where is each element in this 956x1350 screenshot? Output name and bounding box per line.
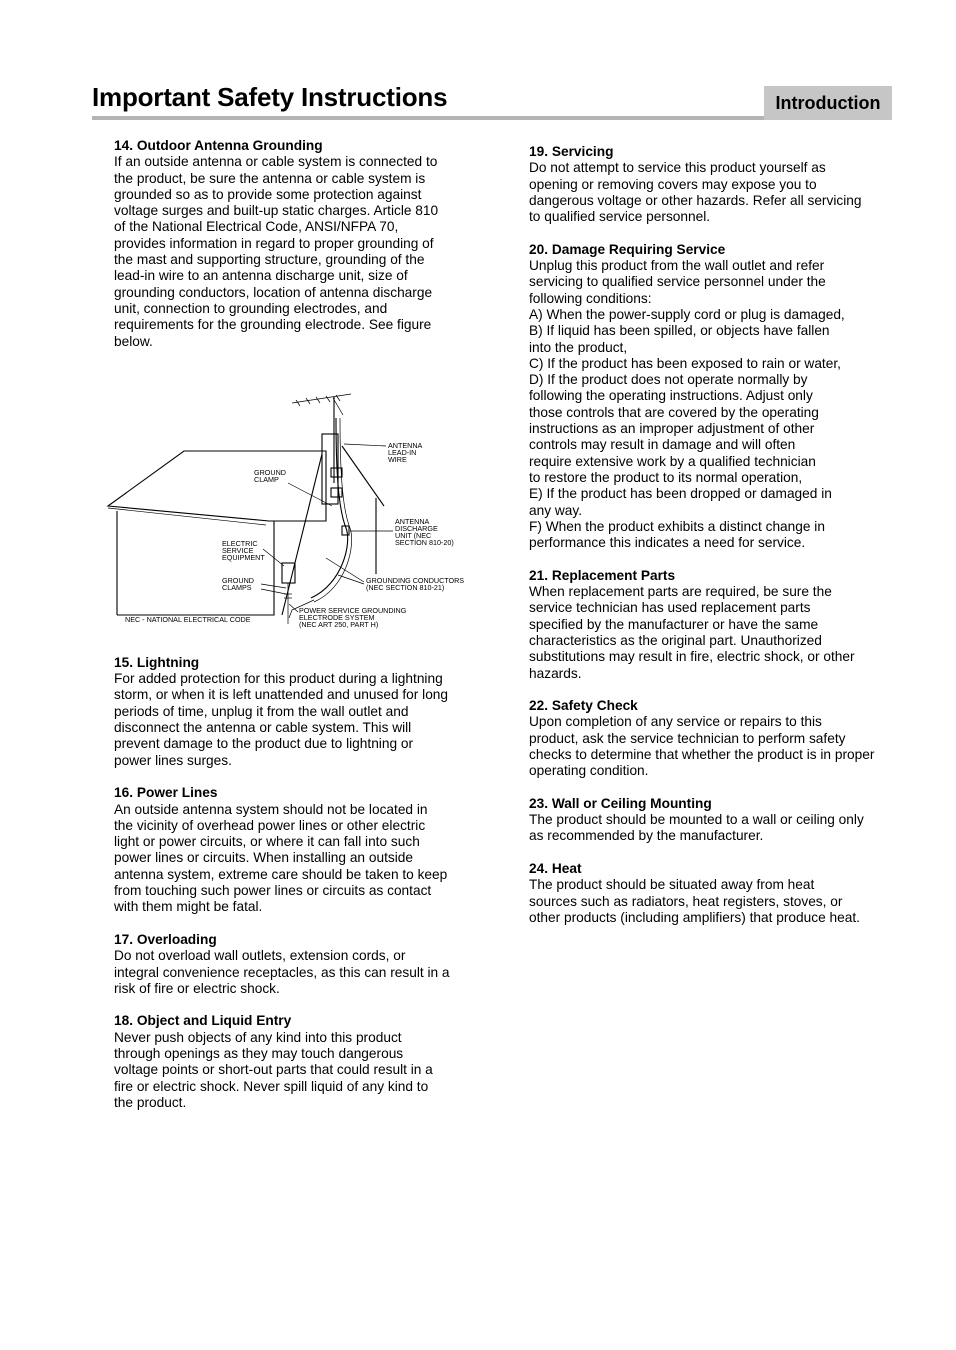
section	[114, 1013, 476, 1111]
body-line: requirements for the grounding electrode. See figure	[114, 317, 432, 333]
section	[114, 138, 476, 350]
section-heading: 16. Power Lines	[114, 785, 218, 801]
body-line: Never push objects of any kind into this product	[114, 1029, 402, 1045]
body-line: For added protection for this product during a lightning	[114, 671, 443, 687]
body-line: checks to determine that whether the product is in proper	[529, 746, 875, 762]
body-line: servicing to qualified service personnel under the	[529, 274, 826, 290]
body-line: C) If the product has been exposed to rain or water,	[529, 355, 841, 371]
body-line: Unplug this product from the wall outlet and refer	[529, 258, 825, 274]
body-line: Do not overload wall outlets, extension cords, or	[114, 948, 406, 964]
antenna-grounding-diagram	[106, 388, 476, 640]
body-line: risk of fire or electric shock.	[114, 980, 280, 996]
label-ground-clamp: GROUND CLAMP	[254, 467, 286, 484]
body-line: the product, be sure the antenna or cable system is	[114, 170, 426, 186]
body-line: storm, or when it is left unattended and unused for long	[114, 687, 449, 703]
label-nec: NEC - NATIONAL ELECTRICAL CODE	[125, 614, 251, 624]
body-line: following conditions:	[529, 290, 652, 306]
body-line: grounded so as to provide some protection against	[114, 186, 422, 202]
body-line: power lines or circuits. When installing an outside	[114, 850, 413, 866]
body-line: controls may result in damage and will often	[529, 437, 796, 453]
body-line: through openings as they may touch dangerous	[114, 1045, 404, 1061]
body-line: other products (including amplifiers) that produce heat.	[529, 909, 860, 925]
section-heading: 20. Damage Requiring Service	[529, 241, 726, 257]
body-line: grounding conductors, location of antenna discharge	[114, 284, 433, 300]
body-line: fire or electric shock. Never spill liquid of any kind to	[114, 1078, 429, 1094]
body-line: any way.	[529, 502, 582, 518]
body-line: characteristics as the original part. Unauthorized	[529, 632, 822, 648]
page-title: Important Safety Instructions	[92, 82, 448, 112]
label-ground-clamps: GROUND CLAMPS	[222, 575, 254, 592]
body-line: light or power circuits, or where it can fall into such	[114, 834, 420, 850]
section	[114, 932, 476, 997]
body-line: periods of time, unplug it from the wall outlet and	[114, 703, 409, 719]
body-line: lead-in wire to an antenna discharge unit, size of	[114, 268, 408, 284]
body-line: F) When the product exhibits a distinct change in	[529, 518, 825, 534]
body-line: the mast and supporting structure, grounding of the	[114, 252, 425, 268]
label-antenna-lead-in-wire: ANTENNA LEAD-IN WIRE	[388, 440, 422, 464]
section-heading: 22. Safety Check	[529, 698, 638, 714]
section	[529, 144, 911, 225]
body-line: service technician has used replacement parts	[529, 600, 811, 616]
body-line: following the operating instructions. Adjust only	[529, 388, 813, 404]
section	[529, 568, 911, 682]
body-line: voltage surges and built-up static charges. Article 810	[114, 203, 439, 219]
body-line: require extensive work by a qualified technician	[529, 453, 816, 469]
body-line: with them might be fatal.	[114, 899, 263, 915]
body-line: from touching such power lines or circuits as contact	[114, 883, 432, 899]
body-line: of the National Electrical Code, ANSI/NFPA 70,	[114, 219, 399, 235]
right-column	[529, 144, 911, 943]
body-line: The product should be situated away from heat	[529, 877, 815, 893]
body-line: Upon completion of any service or repairs to this	[529, 714, 822, 730]
body-line: sources such as radiators, heat registers, stoves, or	[529, 893, 843, 909]
body-line: operating condition.	[529, 763, 649, 779]
body-line: E) If the product has been dropped or damaged in	[529, 486, 832, 502]
section	[529, 698, 911, 779]
body-line: If an outside antenna or cable system is connected to	[114, 154, 438, 170]
body-line: dangerous voltage or other hazards. Refer all servicing	[529, 192, 862, 208]
body-line: specified by the manufacturer or have the same	[529, 616, 819, 632]
body-line: below.	[114, 333, 153, 349]
body-line: to restore the product to its normal operation,	[529, 469, 803, 485]
section	[529, 861, 911, 926]
section-heading: 19. Servicing	[529, 144, 614, 159]
body-line: into the product,	[529, 339, 628, 355]
section	[529, 796, 911, 845]
body-line: When replacement parts are required, be sure the	[529, 584, 832, 600]
section-heading: 17. Overloading	[114, 931, 217, 947]
section-heading: 24. Heat	[529, 861, 582, 877]
body-line: substitutions may result in fire, electric shock, or other	[529, 649, 855, 665]
label-power-service-grounding: POWER SERVICE GROUNDING ELECTRODE SYSTEM (NEC ART 250, PART H)	[299, 605, 407, 629]
body-line: opening or removing covers may expose you to	[529, 176, 817, 192]
body-line: prevent damage to the product due to lightning or	[114, 736, 414, 752]
body-line: power lines surges.	[114, 752, 232, 768]
body-line: to qualified service personnel.	[529, 209, 711, 225]
body-line: those controls that are covered by the operating	[529, 404, 819, 420]
body-line: antenna system, extreme care should be taken to keep	[114, 866, 448, 882]
section	[529, 242, 911, 552]
section-heading: 21. Replacement Parts	[529, 567, 676, 583]
label-electric-service-equipment: ELECTRIC SERVICE EQUIPMENT	[222, 538, 265, 562]
section	[114, 655, 476, 769]
body-line: as recommended by the manufacturer.	[529, 828, 764, 844]
label-grounding-conductors: GROUNDING CONDUCTORS (NEC SECTION 810-21)	[366, 575, 465, 592]
section-badge: Introduction	[764, 86, 892, 120]
body-line: An outside antenna system should not be located in	[114, 801, 428, 817]
section-heading: 14. Outdoor Antenna Grounding	[114, 138, 323, 153]
body-line: unit, connection to grounding electrodes, and	[114, 300, 388, 316]
body-line: disconnect the antenna or cable system. This will	[114, 720, 412, 736]
label-antenna-discharge-unit: ANTENNA DISCHARGE UNIT (NEC SECTION 810-20)	[395, 516, 454, 547]
body-line: A) When the power-supply cord or plug is damaged,	[529, 306, 845, 322]
body-line: integral convenience receptacles, as this can result in a	[114, 964, 450, 980]
body-line: instructions as an improper adjustment of other	[529, 421, 815, 437]
body-line: Do not attempt to service this product yourself as	[529, 160, 826, 176]
section-heading: 15. Lightning	[114, 654, 200, 670]
body-line: performance this indicates a need for service.	[529, 535, 806, 551]
body-line: the vicinity of overhead power lines or other electric	[114, 817, 426, 833]
section-heading: 23. Wall or Ceiling Mounting	[529, 795, 712, 811]
section	[114, 785, 476, 915]
body-line: hazards.	[529, 665, 582, 681]
body-line: B) If liquid has been spilled, or objects have fallen	[529, 323, 830, 339]
body-line: The product should be mounted to a wall or ceiling only	[529, 812, 864, 828]
body-line: voltage points or short-out parts that could result in a	[114, 1062, 433, 1078]
section-heading: 18. Object and Liquid Entry	[114, 1013, 292, 1029]
body-line: provides information in regard to proper grounding of	[114, 235, 434, 251]
body-line: D) If the product does not operate normally by	[529, 372, 808, 388]
left-column	[114, 138, 476, 1127]
body-line: the product.	[114, 1094, 187, 1110]
body-line: product, ask the service technician to perform safety	[529, 730, 846, 746]
